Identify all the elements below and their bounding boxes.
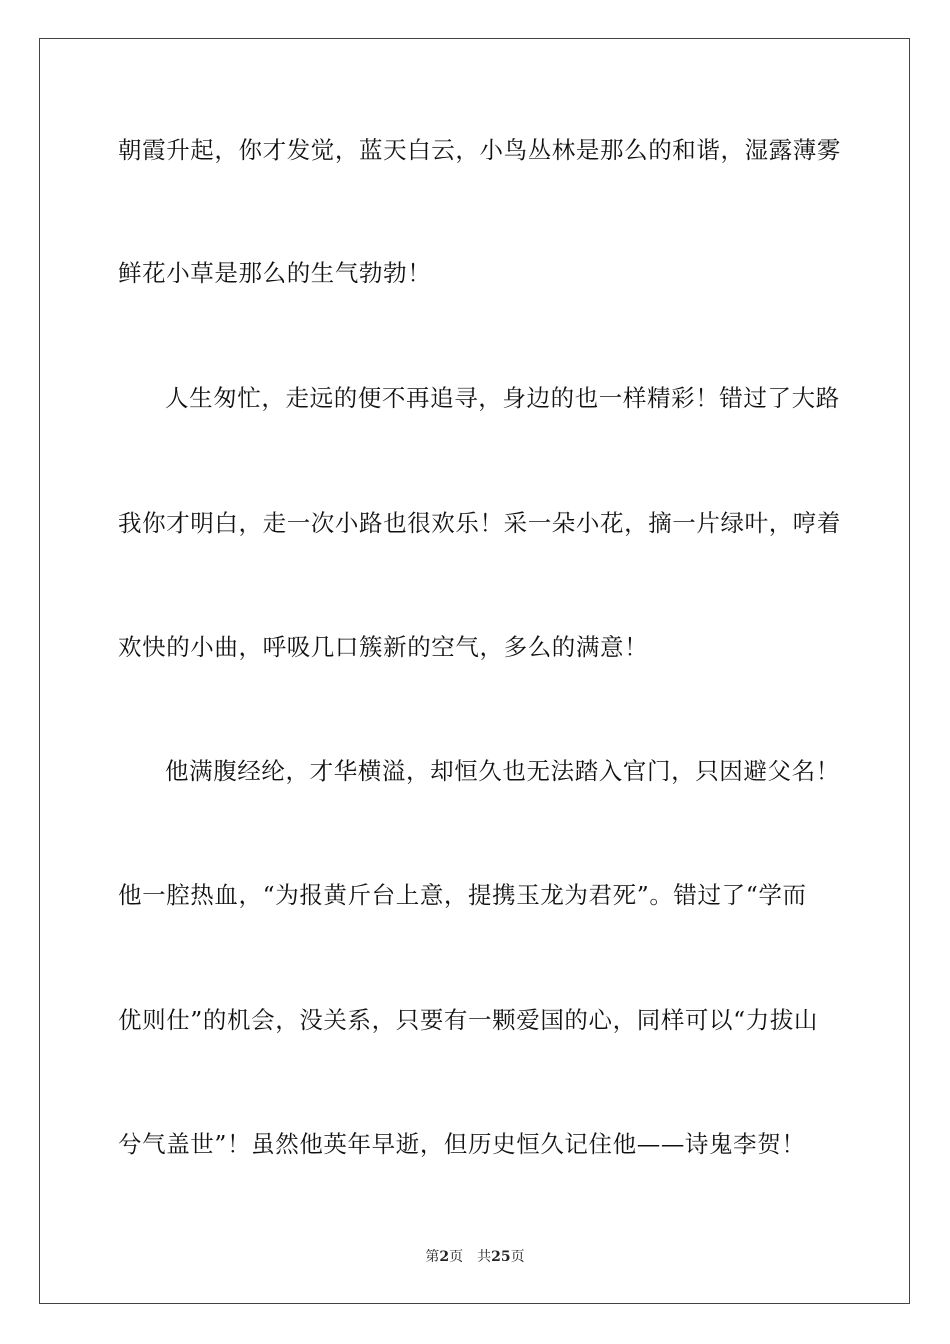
total-suffix: 页 — [510, 1249, 525, 1265]
paragraph-first-line: 人生匆忙，走远的便不再追寻，身边的也一样精彩！错过了大路 — [165, 384, 840, 412]
text-line: 兮气盖世”！虽然他英年早逝，但历史恒久记住他——诗鬼李贺！ — [118, 1130, 806, 1158]
text-line: 优则仕”的机会，没关系，只要有一颗爱国的心，同样可以“力拔山 — [118, 1006, 819, 1034]
page-border — [39, 38, 910, 1304]
total-prefix: 共 — [477, 1249, 492, 1265]
page-prefix: 第 — [425, 1249, 440, 1265]
text-line: 鲜花小草是那么的生气勃勃！ — [118, 259, 432, 287]
total-pages: 25 — [491, 1249, 511, 1265]
text-line: 欢快的小曲，呼吸几口簇新的空气，多么的满意！ — [118, 633, 649, 661]
page-number: 2 — [439, 1249, 450, 1265]
text-line: 朝霞升起，你才发觉，蓝天白云，小鸟丛林是那么的和谐，湿露薄雾 — [118, 136, 841, 164]
page-footer — [0, 1248, 950, 1266]
paragraph-first-line: 他满腹经纶，才华横溢，却恒久也无法踏入官门，只因避父名！ — [165, 757, 840, 785]
text-line: 他一腔热血，“为报黄斤台上意，提携玉龙为君死”。错过了“学而 — [118, 881, 807, 909]
text-line: 我你才明白，走一次小路也很欢乐！采一朵小花，摘一片绿叶，哼着 — [118, 509, 841, 537]
page-suffix: 页 — [449, 1249, 464, 1265]
